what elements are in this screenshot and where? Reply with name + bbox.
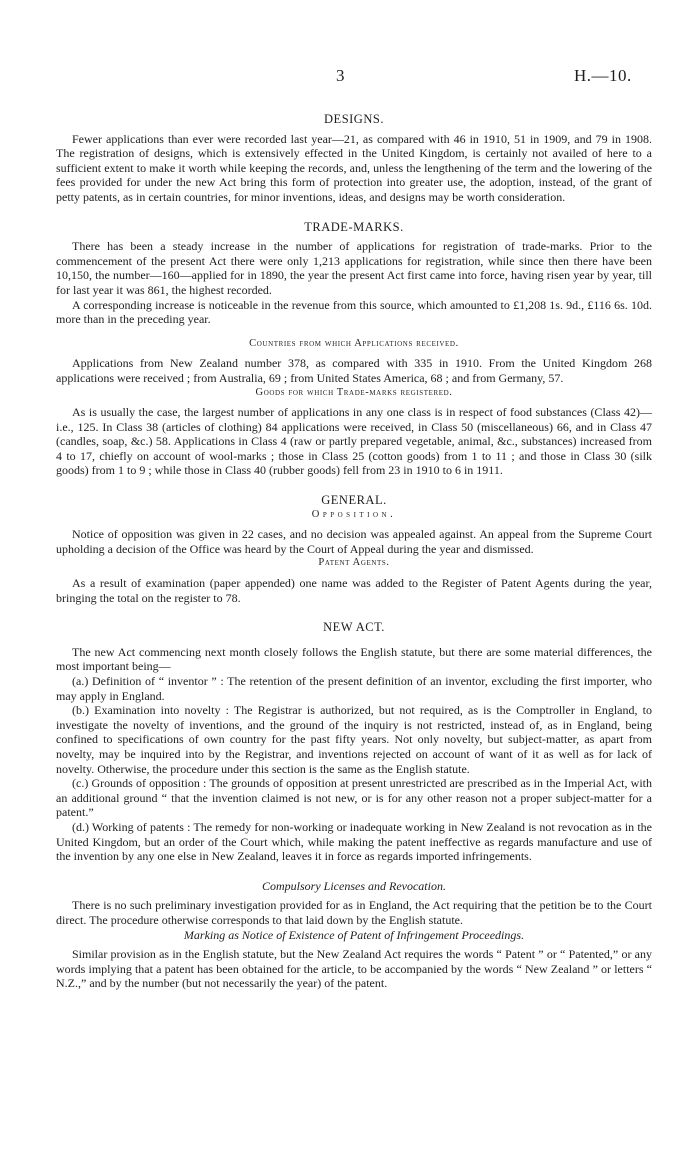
page-number: 3 bbox=[336, 66, 345, 85]
countries-paragraph: Applications from New Zealand number 378, as compared with 335 in 1910. From the United Kingdom 268 applications were received ; from Australia, 69 ; from United States America, 68 ; and from Germany, 57. bbox=[56, 356, 652, 385]
new-act-item: (d.) Working of patents : The remedy for non-working or inadequate working in New Zealand is not revocation as in the United Kingdom, but an order of the Court which, while making the patent ineffective as regards manufacture and use of the invention by any one else in New Zealand, leaves it in force as regards imported infringements. bbox=[56, 819, 652, 864]
designs-paragraph: Fewer applications than ever were recorded last year—21, as compared with 46 in 1910, 51 in 1909, and 79 in 1908. The registration of designs, which is extensively effected in the United Kingdom, is certainly not availed of here to a sufficient extent to make it worth while keeping the records, and, unless the lengthening of the term and the lowering of the fees provided for under the new Act bring this form of protection into greater use, the adoption, instead, of the grant of petty patents, as in certain countries, for minor inventions, ideas, and designs may be worth consideration. bbox=[56, 131, 652, 204]
subheading-opposition: Opposition. bbox=[311, 508, 397, 520]
subheading-countries: Countries from which Applications received. bbox=[249, 337, 459, 349]
new-act-item: (b.) Examination into novelty : The Registrar is authorized, but not required, as is the Comptroller in England, to investigate the novelty of inventions, and the ground of the inquiry is not restricted, instead of, as in England, being confined to specifications of own country for the past fifty years. Not only novelty, but subject-matter, as apart from novelty, may be inquired into by the Registrar, and inventions rejected on account of want of it as well as for lack of novelty. Otherwise, the procedure under this section is the same as the English statute. bbox=[56, 703, 652, 776]
goods-paragraph: As is usually the case, the largest number of applications in any one class is in respect of food substances (Class 42)—i.e., 125. In Class 38 (articles of clothing) 84 applications were received, in Class 50 (miscellaneous) 66, and in Class 47 (candles, soap, &c.) 58. Applications in Class 4 (raw or partly prepared vegetable, animal, &c., substances) increased from 4 to 17, chiefly on account of wool-marks ; those in Class 25 (cotton goods) from 1 to 11 ; and those in Class 30 (silk goods) from 1 to 9 ; while those in Class 40 (rubber goods) fell from 23 in 1910 to 6 in 1911. bbox=[56, 405, 652, 478]
new-act-item: (c.) Grounds of opposition : The grounds of opposition at present unrestricted are prescribed as in the Imperial Act, with an additional ground “ that the invention claimed is not new, or is for any other reason not a proper subject-matter for a patent.” bbox=[56, 776, 652, 820]
subheading-goods: Goods for which Trade-marks registered. bbox=[255, 386, 453, 398]
compulsory-licenses-paragraph: There is no such preliminary investigation provided for as in England, the Act requiring that the petition be to the Court direct. The procedure otherwise corresponds to that laid down by the English statute. bbox=[56, 898, 652, 927]
section-heading-new-act: NEW ACT. bbox=[323, 620, 385, 635]
section-heading-general: GENERAL. bbox=[321, 493, 387, 508]
opposition-paragraph: Notice of opposition was given in 22 cases, and no decision was appealed against. An appeal from the Supreme Court upholding a decision of the Office was heard by the Court of Appeal during the year and dismissed. bbox=[56, 527, 652, 556]
marking-paragraph: Similar provision as in the English statute, but the New Zealand Act requires the words “ Patent ” or “ Patented,” or any words implying that a patent has been obtained for the article, to be accompanied by the words “ New Zealand ” or letters “ N.Z.,” and by the number (but not necessarily the year) of the patent. bbox=[56, 947, 652, 991]
section-heading-designs: DESIGNS. bbox=[324, 112, 384, 126]
section-heading-trade-marks: TRADE-MARKS. bbox=[304, 219, 404, 234]
subheading-compulsory-licenses: Compulsory Licenses and Revocation. bbox=[262, 878, 446, 893]
document-body bbox=[56, 112, 652, 991]
patent-agents-paragraph: As a result of examination (paper appended) one name was added to the Register of Patent Agents during the year, bringing the total on the register to 78. bbox=[56, 576, 652, 605]
trade-marks-paragraph-1: There has been a steady increase in the number of applications for registration of trade-marks. Prior to the commencement of the present Act there were only 1,213 applications for registration, while since then there have been 10,150, the number—160—applied for in 1890, the year the present Act first came into force, having risen year by year, till for last year it was 861, the highest recorded. bbox=[56, 239, 652, 297]
subheading-marking: Marking as Notice of Existence of Patent of Infringement Proceedings. bbox=[183, 927, 525, 942]
new-act-item: (a.) Definition of “ inventor ” : The retention of the present definition of an inventor, excluding the first importer, who may apply in England. bbox=[56, 674, 652, 703]
document-reference: H.—10. bbox=[574, 66, 632, 85]
new-act-intro: The new Act commencing next month closely follows the English statute, but there are some material differences, the most important being— bbox=[56, 644, 652, 674]
subheading-patent-agents: Patent Agents. bbox=[318, 557, 390, 569]
trade-marks-paragraph-2: A corresponding increase is noticeable in the revenue from this source, which amounted to £1,208 1s. 9d., £116 6s. 10d. more than in the preceding year. bbox=[56, 297, 652, 327]
